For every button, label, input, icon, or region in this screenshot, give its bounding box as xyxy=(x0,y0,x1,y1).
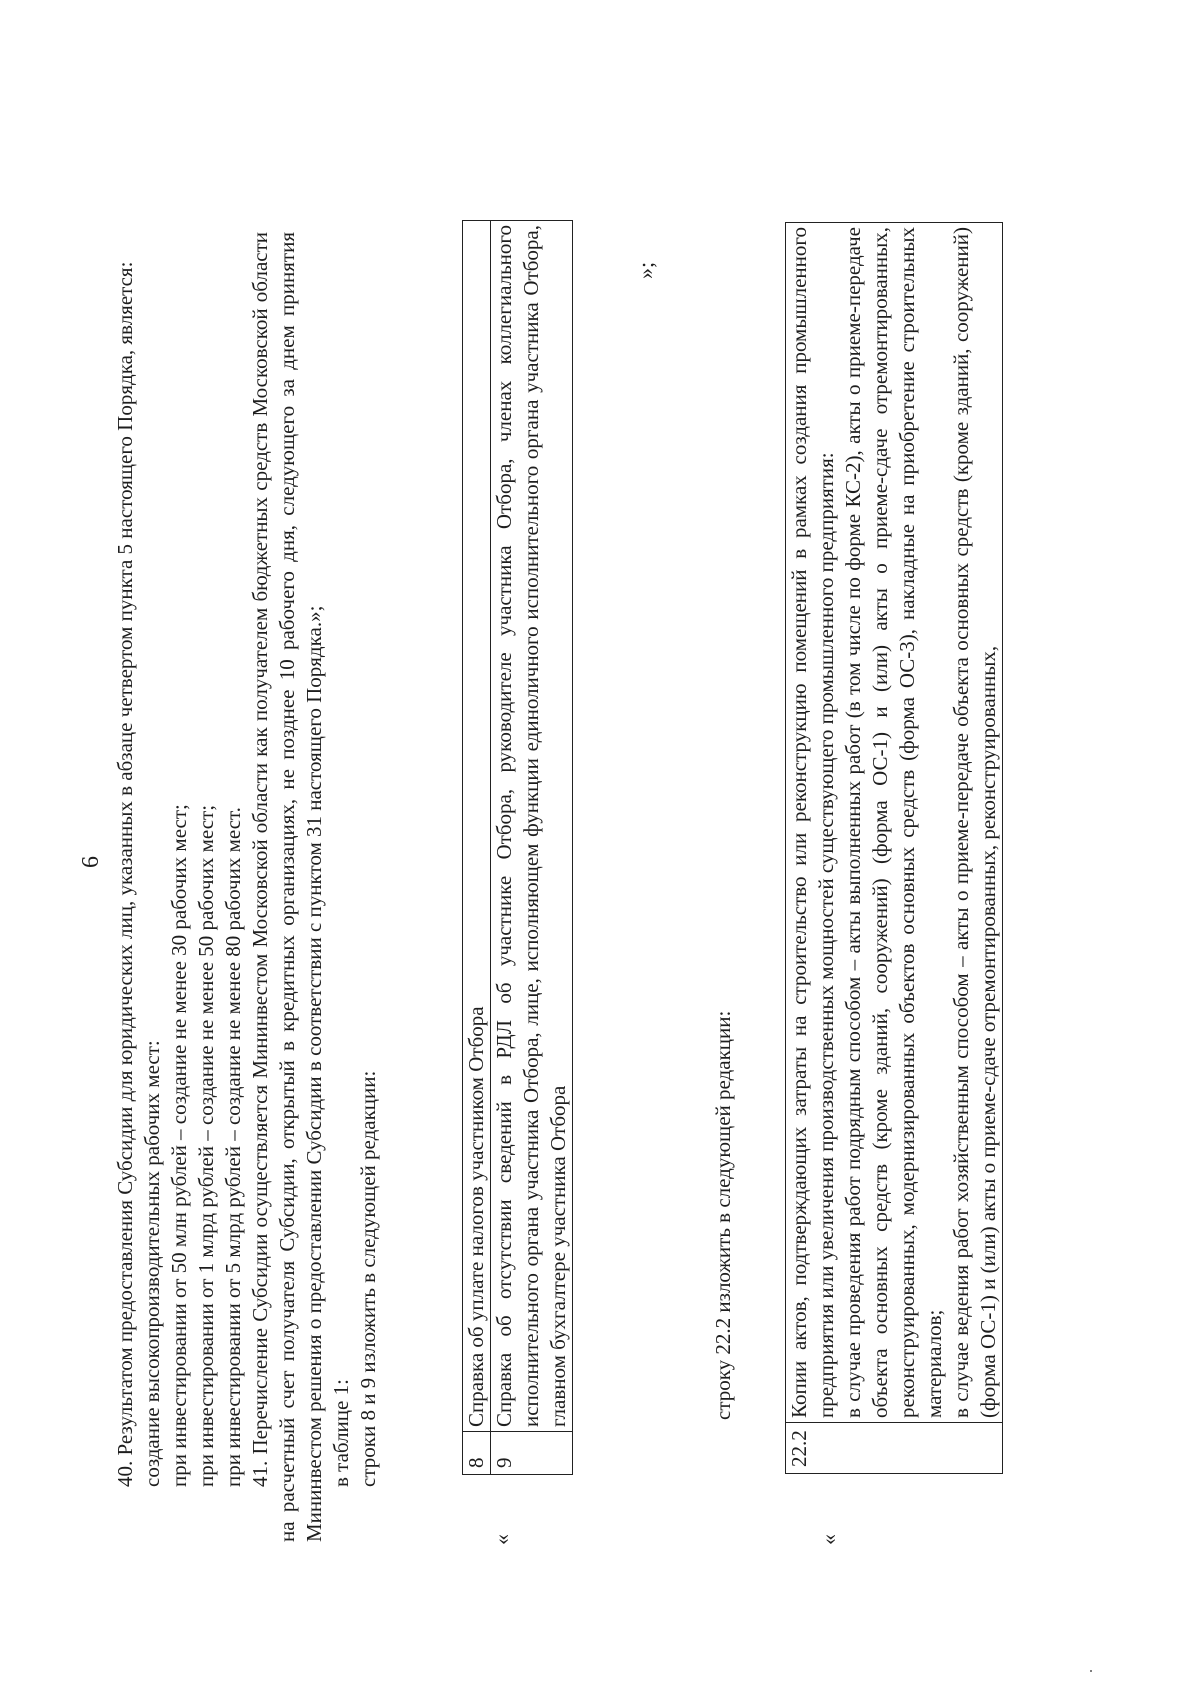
paragraph-41-text: 41. Перечисление Субсидии осуществляется Мининвестом Московской области как получателем бюджетных средств Московской области на расчетный счет получателя Субсидии, открытый в кредитных организациях, не позднее 10 рабочего дня, следующего за днем принятия Мининвестом решения о предоставлении Субсидии в соответствии с пунктом 31 настоящего Порядка.»; xyxy=(248,232,326,1542)
row-text xyxy=(786,223,1003,1423)
row-22-2-intro-block xyxy=(710,275,737,1475)
invest-line-2: при инвестировании от 1 млрд рублей – создание не менее 50 рабочих мест; xyxy=(194,804,218,1487)
row-number: 22.2 xyxy=(786,1423,1003,1474)
table-row xyxy=(463,221,491,1475)
row-text: Справка об отсутствии сведений в РДЛ об участнике Отбора, руководителе участника Отбора, членах коллегиального исполнительного органа участника Отбора, лице, исполняющем функции единоличного исполнительного органа участника Отбора, главном бухгалтере участника Отбора xyxy=(491,221,573,1432)
table2-open-quote: « xyxy=(816,1534,841,1545)
invest-line-1: при инвестировании от 50 млн рублей – создание не менее 30 рабочих мест; xyxy=(167,804,191,1487)
table1-open-quote: « xyxy=(489,1534,514,1545)
row-number: 9 xyxy=(491,1432,573,1475)
jobs-heading: создание высокопроизводительных рабочих мест: xyxy=(140,1040,164,1487)
row-22-2-line-3: в случае ведения работ хозяйственным способом – акты о приеме-передаче объекта основных средств (кроме зданий, сооружений) (форма ОС-1) и (или) акты о приеме-сдаче отремонтированных, реконструированных, xyxy=(949,227,1000,1418)
table-rows-8-9 xyxy=(462,220,573,1475)
row-text: Справка об уплате налогов участником Отбора xyxy=(463,221,491,1432)
row-number: 8 xyxy=(463,1432,491,1475)
paragraph-40 xyxy=(112,232,382,1542)
table1-close-quote: »; xyxy=(633,261,658,279)
page-number: 6 xyxy=(78,856,104,868)
invest-line-3: при инвестировании от 5 млрд рублей – создание не менее 80 рабочих мест. xyxy=(221,807,245,1487)
table-row xyxy=(786,223,1003,1474)
table-row xyxy=(491,221,573,1475)
rows-8-9-intro: строки 8 и 9 изложить в следующей редакции: xyxy=(356,1070,380,1487)
scan-speck xyxy=(1090,1670,1092,1672)
table-row-22-2 xyxy=(785,222,1003,1474)
row-22-2-line-2: в случае проведения работ подрядным способом – акты выполненных работ (в том числе по форме КС-2), акты о приеме-передаче объекта основных средств (кроме зданий, сооружений) (форма ОС-1) и (или) акты о приеме-сдаче отремонтированных, реконструированных, модернизированных объектов основных средств (форма ОС-3), накладные на приобретение строительных материалов; xyxy=(841,227,946,1418)
row-22-2-intro: строку 22.2 изложить в следующей редакции: xyxy=(711,1010,735,1420)
row-22-2-line-1: Копии актов, подтверждающих затраты на строительство или реконструкцию помещений в рамках создания промышленного предприятия или увеличения производственных мощностей существующего промышленного предприятия: xyxy=(787,227,838,1418)
in-table-1: в таблице 1: xyxy=(329,1379,353,1487)
paragraph-40-text: 40. Результатом предоставления Субсидии для юридических лиц, указанных в абзаце четвертом пункта 5 настоящего Порядка, является: xyxy=(113,261,137,1487)
